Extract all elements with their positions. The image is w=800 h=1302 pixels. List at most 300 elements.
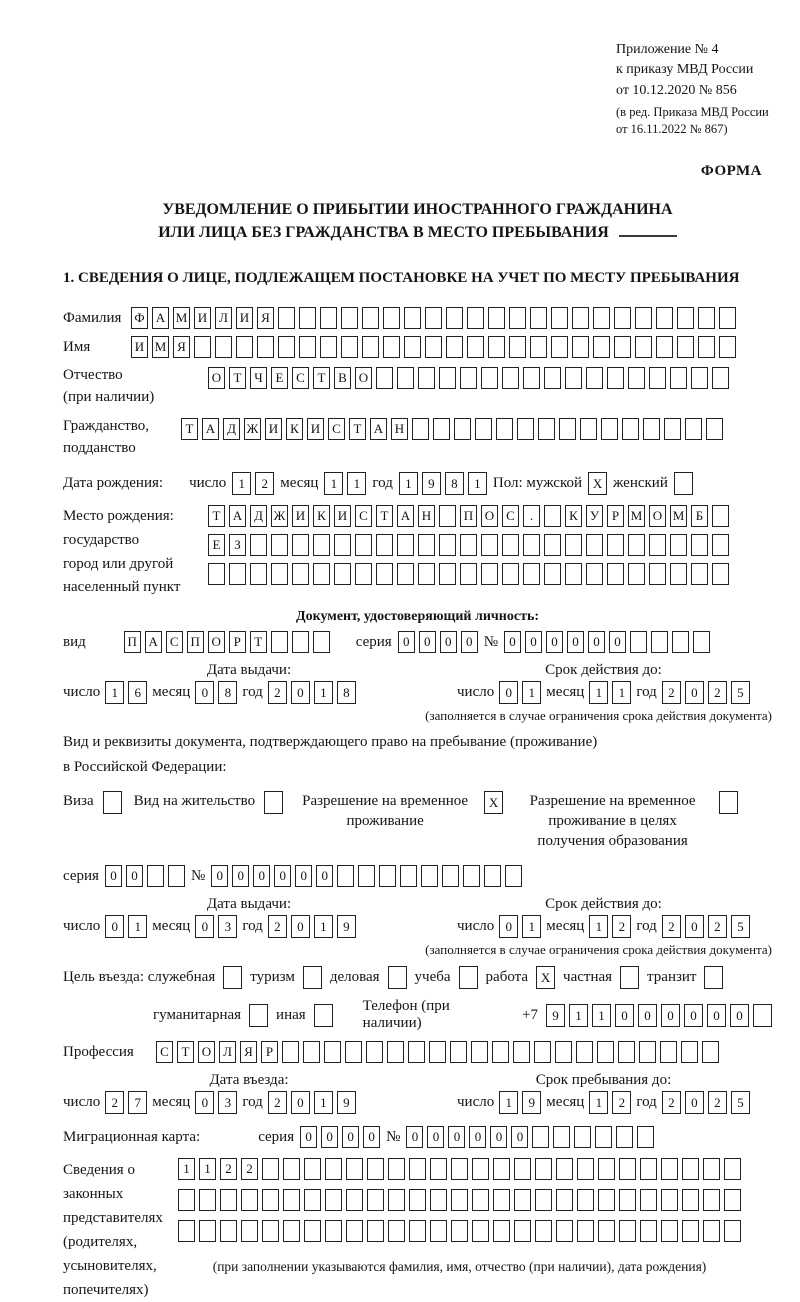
char-box (314, 1004, 333, 1027)
char-box: 0 (427, 1126, 444, 1148)
char-box: 3 (218, 915, 237, 938)
char-box: А (370, 418, 387, 440)
char-box (387, 1041, 404, 1063)
char-box: К (286, 418, 303, 440)
purpose-study-label: учеба (414, 969, 451, 986)
char-box (538, 418, 555, 440)
char-box (551, 336, 568, 358)
char-box (502, 367, 519, 389)
char-box: 1 (399, 472, 418, 495)
char-box (367, 1158, 384, 1180)
char-box: Н (418, 505, 435, 527)
char-box: П (460, 505, 477, 527)
char-box: 0 (321, 1126, 338, 1148)
option-visa (63, 791, 122, 814)
char-box (250, 563, 267, 585)
issue-day-cells (105, 681, 147, 704)
char-box: 0 (499, 915, 518, 938)
char-box (577, 1189, 594, 1211)
char-box: Д (250, 505, 267, 527)
doc-kind-cells (124, 631, 330, 653)
char-box (194, 336, 211, 358)
profession-label: Профессия (63, 1043, 134, 1060)
field-surname (63, 307, 772, 329)
char-box (706, 418, 723, 440)
stay-month-cells (589, 1091, 631, 1114)
char-box: 0 (684, 1004, 703, 1027)
series-label: серия (63, 867, 99, 884)
char-box (313, 534, 330, 556)
char-box (639, 1041, 656, 1063)
char-box (241, 1189, 258, 1211)
char-box (559, 418, 576, 440)
surname-label: Фамилия (63, 309, 122, 326)
char-box (446, 307, 463, 329)
char-box: С (166, 631, 183, 653)
birth-place-sublabel: населенный пункт (63, 579, 181, 596)
char-box (660, 1041, 677, 1063)
number-label: № (386, 1128, 401, 1145)
char-box (292, 631, 309, 653)
purpose-study-checkbox (459, 966, 478, 989)
residence-series-cells (105, 865, 185, 887)
phone-label: Телефон (при наличии) (362, 998, 450, 1032)
char-box (409, 1189, 426, 1211)
purpose-business-label: деловая (329, 969, 380, 986)
char-box (229, 563, 246, 585)
char-box (586, 563, 603, 585)
representatives-label: представителях (63, 1210, 163, 1227)
char-box: С (328, 418, 345, 440)
char-box (598, 1158, 615, 1180)
header-amendment-line: (в ред. Приказа МВД России (616, 104, 769, 119)
patronymic-sublabel: (при наличии) (63, 389, 155, 406)
char-box: П (124, 631, 141, 653)
char-box: 0 (685, 681, 704, 704)
entry-year-cells (268, 1091, 356, 1114)
char-box (341, 307, 358, 329)
char-box: 2 (220, 1158, 237, 1180)
residence-doc-dates (63, 915, 772, 938)
char-box: О (649, 505, 666, 527)
form-title-line1: УВЕДОМЛЕНИЕ О ПРИБЫТИИ ИНОСТРАННОГО ГРАЖДАНИНА (162, 200, 673, 218)
char-box (346, 1220, 363, 1242)
char-box: 1 (324, 472, 343, 495)
char-box (334, 563, 351, 585)
char-box (724, 1158, 741, 1180)
header-line: от 10.12.2020 № 856 (616, 82, 737, 98)
char-box: М (670, 505, 687, 527)
char-box: Д (223, 418, 240, 440)
char-box (304, 1220, 321, 1242)
char-box (535, 1220, 552, 1242)
char-box (439, 563, 456, 585)
year-label: год (242, 684, 263, 701)
char-box: 1 (522, 915, 541, 938)
char-box: 9 (422, 472, 441, 495)
char-box (454, 418, 471, 440)
entry-month-cells (195, 1091, 237, 1114)
char-box: 1 (178, 1158, 195, 1180)
identity-doc-row (63, 631, 772, 653)
char-box (535, 1189, 552, 1211)
month-label: месяц (546, 1094, 585, 1111)
char-box (649, 563, 666, 585)
birth-place-row2-cells (208, 534, 729, 556)
purpose-transit-label: транзит (647, 969, 697, 986)
month-label: месяц (152, 1094, 191, 1111)
char-box (355, 534, 372, 556)
char-box: М (628, 505, 645, 527)
year-label: год (636, 1094, 657, 1111)
title-blank-line (619, 235, 677, 237)
header-line: Приложение № 4 (616, 42, 719, 57)
char-box: Л (219, 1041, 236, 1063)
char-box: 2 (612, 915, 631, 938)
char-box (502, 534, 519, 556)
representatives-label: (родителях, (63, 1234, 138, 1251)
char-box (271, 534, 288, 556)
char-box: 0 (295, 865, 312, 887)
char-box: 0 (546, 631, 563, 653)
char-box: 1 (592, 1004, 611, 1027)
form-title-line2: ИЛИ ЛИЦА БЕЗ ГРАЖДАНСТВА В МЕСТО ПРЕБЫВАНИЯ (158, 224, 609, 242)
year-label: год (636, 918, 657, 935)
char-box: С (502, 505, 519, 527)
migration-number-cells (406, 1126, 654, 1148)
char-box: X (536, 966, 555, 989)
char-box (278, 307, 295, 329)
char-box (404, 307, 421, 329)
char-box (649, 367, 666, 389)
char-box (400, 865, 417, 887)
char-box (703, 1189, 720, 1211)
char-box (430, 1189, 447, 1211)
char-box (451, 1220, 468, 1242)
char-box (597, 1041, 614, 1063)
char-box: 2 (268, 1091, 287, 1114)
char-box: Т (177, 1041, 194, 1063)
char-box (313, 631, 330, 653)
visa-label: Виза (63, 792, 94, 809)
char-box (249, 1004, 268, 1027)
char-box (682, 1220, 699, 1242)
temporary-residence-education-label: Разрешение на временное проживание в целях получения образования (529, 792, 696, 850)
char-box: 2 (612, 1091, 631, 1114)
char-box (271, 631, 288, 653)
char-box: И (292, 505, 309, 527)
issue-month-cells (195, 681, 237, 704)
char-box: 5 (731, 915, 750, 938)
char-box: А (202, 418, 219, 440)
doc-kind-label: вид (63, 633, 86, 650)
char-box (367, 1220, 384, 1242)
char-box: 0 (469, 1126, 486, 1148)
char-box: 0 (567, 631, 584, 653)
char-box (513, 1041, 530, 1063)
char-box: М (152, 336, 169, 358)
char-box (367, 1189, 384, 1211)
char-box: 2 (708, 1091, 727, 1114)
char-box (614, 336, 631, 358)
char-box (670, 534, 687, 556)
birth-place-sublabel: государство (63, 531, 140, 548)
expiry-note: (заполняется в случае ограничения срока действия документа) (425, 942, 772, 958)
char-box: 2 (268, 915, 287, 938)
sex-female-checkbox (674, 472, 693, 495)
char-box (640, 1158, 657, 1180)
char-box: А (152, 307, 169, 329)
day-label: число (457, 1094, 495, 1111)
surname-cells (131, 307, 736, 329)
char-box: Р (607, 505, 624, 527)
residence-doc-options (63, 791, 772, 852)
char-box: О (208, 631, 225, 653)
char-box (502, 563, 519, 585)
char-box (712, 367, 729, 389)
char-box (484, 865, 501, 887)
char-box: И (307, 418, 324, 440)
char-box (481, 534, 498, 556)
char-box (236, 336, 253, 358)
char-box: 1 (105, 681, 124, 704)
temporary-residence-label: Разрешение на временное проживание (302, 792, 469, 829)
char-box (439, 367, 456, 389)
char-box: 1 (522, 681, 541, 704)
char-box (178, 1220, 195, 1242)
char-box (674, 472, 693, 495)
citizenship-cells (181, 418, 723, 440)
char-box: А (229, 505, 246, 527)
char-box: О (355, 367, 372, 389)
issue-day-cells (105, 915, 147, 938)
purpose-tourism-checkbox (303, 966, 322, 989)
expiry-month-cells (589, 681, 631, 704)
migration-card-label: Миграционная карта: (63, 1128, 201, 1145)
char-box (672, 631, 689, 653)
char-box (334, 534, 351, 556)
char-box (199, 1220, 216, 1242)
char-box: 2 (708, 681, 727, 704)
char-box (208, 563, 225, 585)
char-box (719, 336, 736, 358)
purpose-private-label: частная (563, 969, 613, 986)
char-box (656, 336, 673, 358)
char-box: 0 (253, 865, 270, 887)
char-box (409, 1158, 426, 1180)
char-box (278, 336, 295, 358)
char-box (577, 1220, 594, 1242)
char-box (241, 1220, 258, 1242)
day-label: число (457, 918, 495, 935)
char-box (572, 307, 589, 329)
char-box: 0 (398, 631, 415, 653)
char-box: К (313, 505, 330, 527)
representatives-note: (при заполнении указываются фамилия, имя, отчество (при наличии), дата рождения) (212, 1259, 707, 1275)
char-box: Н (391, 418, 408, 440)
char-box (572, 336, 589, 358)
char-box (556, 1220, 573, 1242)
char-box (586, 367, 603, 389)
char-box: 0 (291, 681, 310, 704)
char-box: Б (691, 505, 708, 527)
birth-month-cells (324, 472, 366, 495)
char-box (409, 1220, 426, 1242)
char-box (649, 534, 666, 556)
identity-doc-date-headings (63, 662, 772, 679)
char-box: 2 (708, 915, 727, 938)
citizenship-sublabel: подданство (63, 439, 136, 456)
char-box: 9 (337, 915, 356, 938)
char-box (703, 1158, 720, 1180)
expiry-day-cells (499, 681, 541, 704)
char-box (376, 367, 393, 389)
char-box: 1 (569, 1004, 588, 1027)
char-box (555, 1041, 572, 1063)
representatives-row3-cells (178, 1220, 741, 1242)
doc-number-cells (504, 631, 710, 653)
char-box: 0 (105, 865, 122, 887)
char-box (472, 1189, 489, 1211)
header-amendment-line: от 16.11.2022 № 867) (616, 122, 728, 137)
field-birth-date (63, 472, 772, 495)
char-box (408, 1041, 425, 1063)
char-box (616, 1126, 633, 1148)
char-box: Л (215, 307, 232, 329)
char-box: 2 (105, 1091, 124, 1114)
char-box (397, 534, 414, 556)
char-box (430, 1220, 447, 1242)
char-box: 8 (445, 472, 464, 495)
char-box: 9 (546, 1004, 565, 1027)
char-box: А (397, 505, 414, 527)
char-box (637, 1126, 654, 1148)
char-box: 0 (504, 631, 521, 653)
char-box (366, 1041, 383, 1063)
char-box (345, 1041, 362, 1063)
char-box: 0 (609, 631, 626, 653)
char-box: 9 (337, 1091, 356, 1114)
char-box (523, 367, 540, 389)
char-box (598, 1189, 615, 1211)
char-box (523, 563, 540, 585)
day-label: число (189, 475, 227, 492)
char-box (397, 367, 414, 389)
char-box (661, 1158, 678, 1180)
patronymic-cells (208, 367, 729, 389)
char-box (429, 1041, 446, 1063)
residence-doc-intro2: в Российской Федерации: (63, 758, 227, 775)
char-box (544, 534, 561, 556)
char-box (292, 563, 309, 585)
char-box: 1 (589, 681, 608, 704)
char-box: 0 (291, 915, 310, 938)
char-box: В (334, 367, 351, 389)
char-box (492, 1041, 509, 1063)
char-box: У (586, 505, 603, 527)
birth-place-row1-cells (208, 505, 729, 527)
char-box: Я (240, 1041, 257, 1063)
header-line: к приказу МВД России (616, 62, 754, 78)
issue-date-heading: Дата выдачи: (206, 662, 292, 679)
char-box: Т (250, 631, 267, 653)
sex-male-label: Пол: мужской (492, 475, 583, 492)
char-box (553, 1126, 570, 1148)
char-box (303, 1041, 320, 1063)
birth-place-sublabel: город или другой (63, 555, 174, 572)
char-box: 0 (499, 681, 518, 704)
expiry-date-heading: Срок действия до: (545, 662, 662, 679)
purpose-tourism-label: туризм (250, 969, 295, 986)
char-box (388, 966, 407, 989)
char-box: 7 (128, 1091, 147, 1114)
purpose-official-checkbox (223, 966, 242, 989)
expiry-month-cells (589, 915, 631, 938)
residence-number-cells (211, 865, 522, 887)
char-box: 0 (461, 631, 478, 653)
char-box (598, 1220, 615, 1242)
migration-series-cells (300, 1126, 380, 1148)
char-box (283, 1189, 300, 1211)
char-box (656, 307, 673, 329)
char-box (670, 367, 687, 389)
char-box (220, 1220, 237, 1242)
day-label: число (457, 684, 495, 701)
char-box: 0 (685, 915, 704, 938)
char-box (628, 534, 645, 556)
char-box: 0 (232, 865, 249, 887)
char-box (442, 865, 459, 887)
char-box (451, 1158, 468, 1180)
char-box: 2 (241, 1158, 258, 1180)
char-box (544, 563, 561, 585)
char-box (362, 336, 379, 358)
field-patronymic (63, 365, 772, 409)
char-box (325, 1158, 342, 1180)
char-box (593, 307, 610, 329)
char-box: 8 (218, 681, 237, 704)
char-box: 0 (195, 681, 214, 704)
purpose-business-checkbox (388, 966, 407, 989)
char-box (304, 1158, 321, 1180)
char-box (460, 563, 477, 585)
char-box: 1 (128, 915, 147, 938)
char-box (488, 307, 505, 329)
char-box (488, 336, 505, 358)
month-label: месяц (152, 684, 191, 701)
char-box (388, 1189, 405, 1211)
char-box: И (194, 307, 211, 329)
char-box: 0 (363, 1126, 380, 1148)
expiry-date-heading: Срок действия до: (545, 896, 662, 913)
char-box (677, 336, 694, 358)
char-box: Ж (271, 505, 288, 527)
char-box (509, 307, 526, 329)
char-box (619, 1220, 636, 1242)
char-box: Ф (131, 307, 148, 329)
temporary-residence-checkbox (484, 791, 503, 814)
option-residence-permit (134, 791, 283, 814)
char-box: Е (208, 534, 225, 556)
field-representatives (63, 1158, 772, 1302)
profession-cells (156, 1041, 719, 1063)
char-box (460, 534, 477, 556)
char-box (702, 1041, 719, 1063)
char-box (433, 418, 450, 440)
char-box (418, 534, 435, 556)
char-box (418, 367, 435, 389)
char-box (283, 1158, 300, 1180)
